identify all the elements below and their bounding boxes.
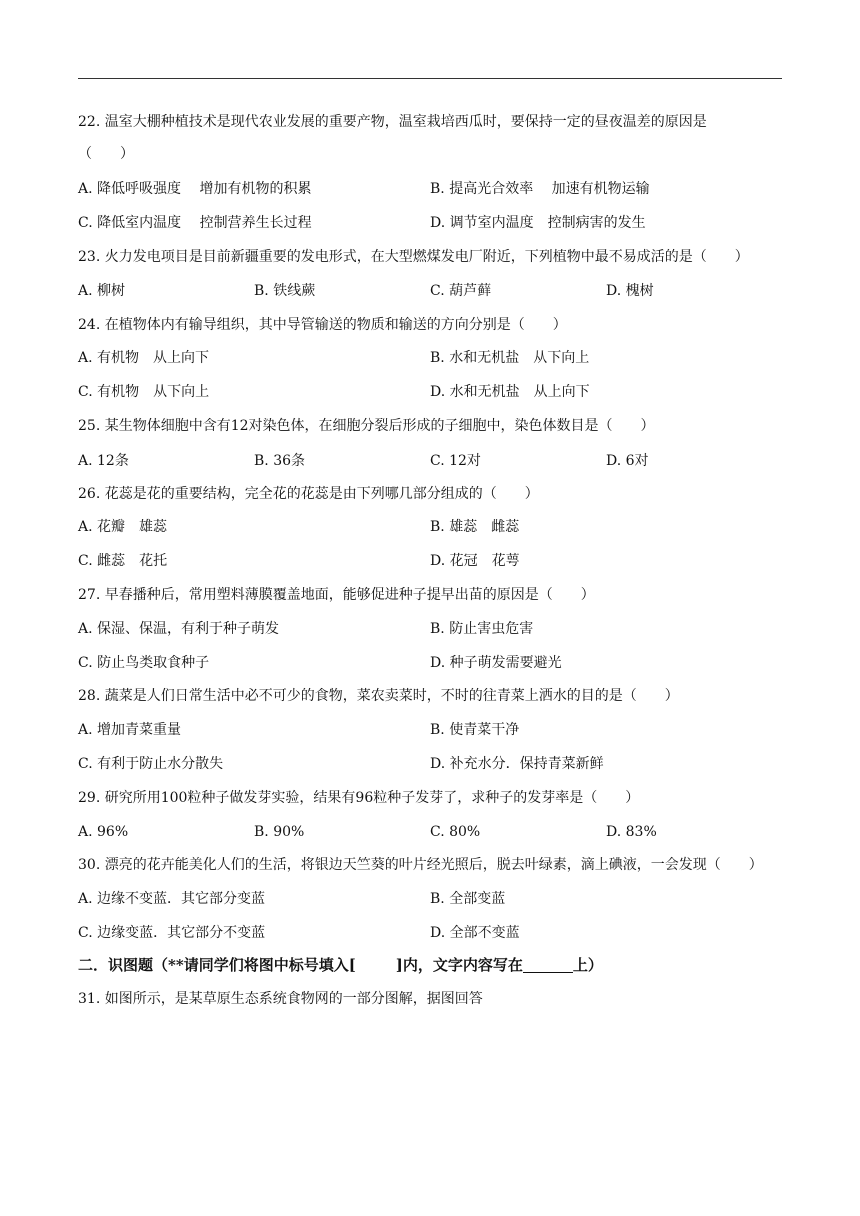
question-24-stem: 24. 在植物体内有输导组织，其中导管输送的物质和输送的方向分别是（ ）	[78, 317, 567, 333]
question-28-option-b[interactable]: B. 使青菜干净	[430, 722, 520, 738]
question-22-bracket: （ ）	[78, 146, 134, 162]
question-29-option-c[interactable]: C. 80%	[430, 824, 481, 840]
question-28-stem: 28. 蔬菜是人们日常生活中必不可少的食物，菜农卖菜时，不时的往青菜上洒水的目的是（ ）	[78, 688, 679, 704]
question-22-option-c[interactable]: C. 降低室内温度 控制营养生长过程	[78, 215, 312, 231]
question-23-option-b[interactable]: B. 铁线蕨	[254, 283, 316, 299]
question-30-option-c[interactable]: C. 边缘变蓝．其它部分不变蓝	[78, 925, 266, 941]
question-29-stem: 29. 研究所用100粒种子做发芽实验，结果有96粒种子发芽了，求种子的发芽率是（ ）	[78, 790, 640, 806]
question-26-option-d[interactable]: D. 花冠 花萼	[430, 553, 520, 569]
question-26-option-b[interactable]: B. 雄蕊 雌蕊	[430, 519, 520, 535]
question-25-option-b[interactable]: B. 36条	[254, 453, 306, 469]
question-28-option-d[interactable]: D. 补充水分．保持青菜新鲜	[430, 756, 604, 772]
question-23-option-c[interactable]: C. 葫芦藓	[430, 283, 492, 299]
question-30-option-d[interactable]: D. 全部不变蓝	[430, 925, 520, 941]
question-24-option-b[interactable]: B. 水和无机盐 从下向上	[430, 350, 590, 366]
question-27-option-a[interactable]: A. 保湿、保温，有利于种子萌发	[78, 621, 280, 637]
section-2-title-part-a: 二．识图题（**请同学们将图中标号填入[	[78, 956, 356, 974]
question-24-option-a[interactable]: A. 有机物 从上向下	[78, 350, 210, 366]
header-rule	[78, 78, 782, 79]
question-26-stem: 26. 花蕊是花的重要结构，完全花的花蕊是由下列哪几部分组成的（ ）	[78, 486, 539, 502]
section-2-title	[78, 955, 603, 975]
section-2-title-part-b: ]内，文字内容写在	[395, 956, 523, 974]
question-22-option-a[interactable]: A. 降低呼吸强度 增加有机物的积累	[78, 181, 312, 197]
question-29-option-d[interactable]: D. 83%	[606, 824, 657, 840]
question-27-option-b[interactable]: B. 防止害虫危害	[430, 621, 534, 637]
question-27-option-c[interactable]: C. 防止鸟类取食种子	[78, 655, 210, 671]
question-30-stem: 30. 漂亮的花卉能美化人们的生活，将银边天竺葵的叶片经光照后，脱去叶绿素，滴上碘液，一会发现（ ）	[78, 857, 763, 873]
question-24-option-c[interactable]: C. 有机物 从下向上	[78, 384, 210, 400]
question-23-option-d[interactable]: D. 槐树	[606, 283, 654, 299]
question-27-option-d[interactable]: D. 种子萌发需要避光	[430, 655, 562, 671]
question-29-option-b[interactable]: B. 90%	[254, 824, 305, 840]
question-22-option-d[interactable]: D. 调节室内温度 控制病害的发生	[430, 215, 646, 231]
question-28-option-a[interactable]: A. 增加青菜重量	[78, 722, 182, 738]
question-30-option-a[interactable]: A. 边缘不变蓝．其它部分变蓝	[78, 891, 266, 907]
question-25-option-d[interactable]: D. 6对	[606, 453, 649, 469]
question-22-option-b[interactable]: B. 提高光合效率 加速有机物运输	[430, 181, 650, 197]
section-2-title-part-c: 上）	[572, 956, 603, 974]
question-24-option-d[interactable]: D. 水和无机盐 从上向下	[430, 384, 590, 400]
question-28-option-c[interactable]: C. 有利于防止水分散失	[78, 756, 224, 772]
question-26-option-a[interactable]: A. 花瓣 雄蕊	[78, 519, 168, 535]
question-22-stem: 22. 温室大棚种植技术是现代农业发展的重要产物，温室栽培西瓜时，要保持一定的昼夜温差的原因是	[78, 114, 707, 130]
question-31-stem: 31. 如图所示，是某草原生态系统食物网的一部分图解，据图回答	[78, 991, 483, 1007]
question-25-option-a[interactable]: A. 12条	[78, 453, 129, 469]
question-29-option-a[interactable]: A. 96%	[78, 824, 129, 840]
question-30-option-b[interactable]: B. 全部变蓝	[430, 891, 506, 907]
underline-blank	[523, 956, 573, 973]
question-25-stem: 25. 某生物体细胞中含有12对染色体，在细胞分裂后形成的子细胞中，染色体数目是（ ）	[78, 418, 655, 434]
question-26-option-c[interactable]: C. 雌蕊 花托	[78, 553, 168, 569]
question-27-stem: 27. 早春播种后，常用塑料薄膜覆盖地面，能够促进种子提早出苗的原因是（ ）	[78, 587, 595, 603]
question-25-option-c[interactable]: C. 12对	[430, 453, 481, 469]
question-23-option-a[interactable]: A. 柳树	[78, 283, 126, 299]
question-23-stem: 23. 火力发电项目是目前新疆重要的发电形式，在大型燃煤发电厂附近，下列植物中最不易成活的是（ ）	[78, 249, 749, 265]
